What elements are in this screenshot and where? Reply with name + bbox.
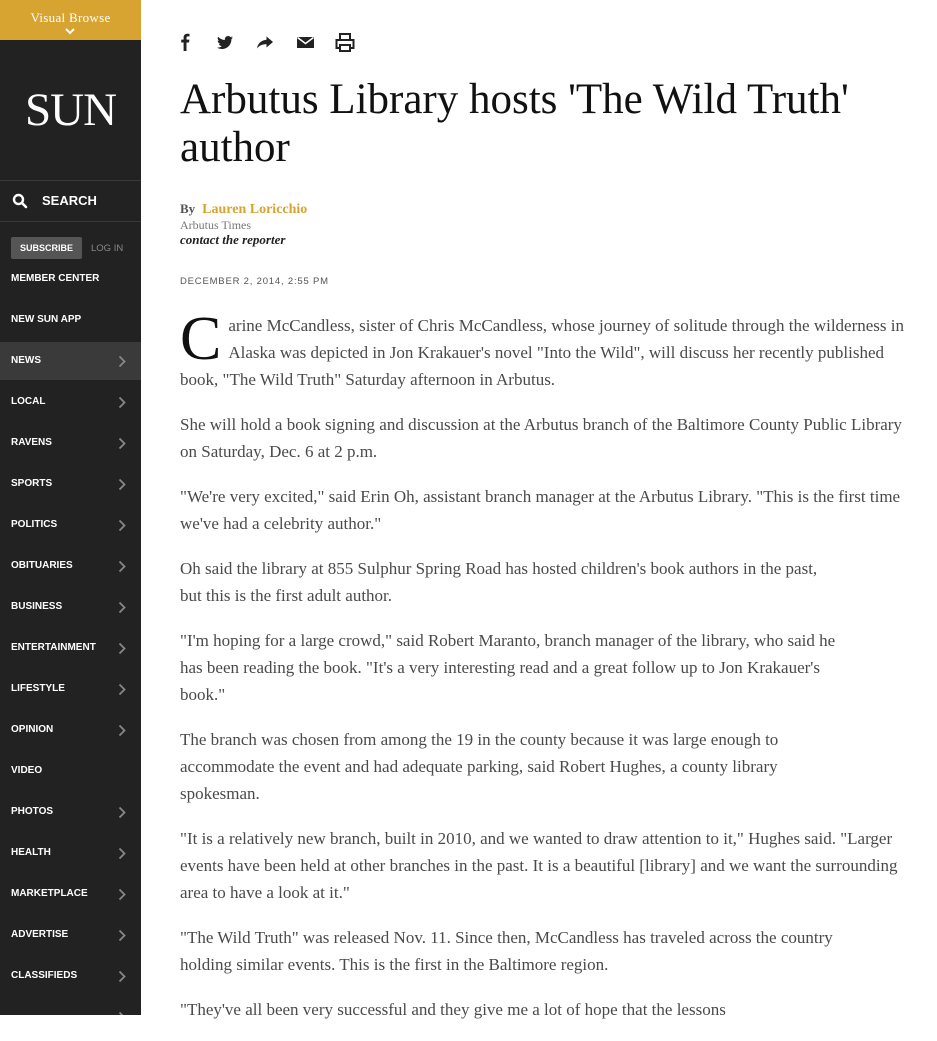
sidebar-item[interactable] <box>0 875 141 913</box>
chevron-right-icon <box>118 355 126 368</box>
first-paragraph-text: arine McCandless, sister of Chris McCandless, whose journey of solitude through the wilderness in Alaska was depicted in Jon Krakauer's novel "Into the Wild", will discuss her recently published book, "The Wild Truth" Saturday afternoon in Arbutus. <box>180 316 905 389</box>
sidebar-item-label: BUSINESS <box>11 601 63 612</box>
chevron-right-icon <box>118 724 126 737</box>
sidebar-item[interactable] <box>0 957 141 995</box>
sidebar-item[interactable] <box>0 793 141 831</box>
chevron-right-icon <box>118 642 126 655</box>
sidebar-item[interactable] <box>0 834 141 872</box>
print-icon[interactable] <box>335 32 355 52</box>
author-link[interactable]: Lauren Loricchio <box>202 202 308 217</box>
sidebar-item[interactable] <box>0 465 141 503</box>
chevron-right-icon <box>118 847 126 860</box>
chevron-right-icon <box>118 519 126 532</box>
chevron-right-icon <box>118 888 126 901</box>
sidebar-nav <box>0 0 141 1015</box>
visual-browse-button[interactable] <box>0 0 141 40</box>
article-body <box>180 305 905 1041</box>
chevron-right-icon <box>118 601 126 614</box>
article-paragraph: The branch was chosen from among the 19 in the county because it was large enough to accommodate the event and had adequate parking, said Robert Hughes, a county library spokesman. <box>180 730 779 803</box>
chevron-down-icon <box>64 27 76 35</box>
sidebar-item[interactable] <box>0 629 141 667</box>
sidebar-item-label: MEMBER CENTER <box>11 273 100 284</box>
sidebar-item-label: PHOTOS <box>11 806 54 817</box>
sidebar-item[interactable] <box>0 547 141 585</box>
article-paragraph: "They've all been very successful and they give me a lot of hope that the lessons <box>180 1000 726 1019</box>
chevron-right-icon <box>118 478 126 491</box>
sidebar-item-label: LIFESTYLE <box>11 683 65 694</box>
article-paragraph: "We're very excited," said Erin Oh, assistant branch manager at the Arbutus Library. "This is the first time we've had a celebrity author." <box>180 487 901 533</box>
sidebar-item[interactable] <box>0 424 141 462</box>
search-button[interactable] <box>0 180 141 222</box>
visual-browse-label: Visual Browse <box>30 10 111 25</box>
share-arrow-icon[interactable] <box>256 32 274 52</box>
sidebar-item-label: OBITUARIES <box>11 560 73 571</box>
chevron-right-icon <box>118 396 126 409</box>
email-icon[interactable] <box>296 32 315 52</box>
sidebar-item[interactable] <box>0 260 141 298</box>
sidebar-item[interactable] <box>0 670 141 708</box>
byline-source: Arbutus Times <box>180 218 252 232</box>
share-bar <box>180 32 380 52</box>
sidebar-item-label: NEW SUN APP <box>11 314 82 325</box>
sidebar-item[interactable] <box>0 752 141 790</box>
chevron-right-icon <box>118 437 126 450</box>
subscribe-button[interactable]: SUBSCRIBE <box>11 237 82 259</box>
article-paragraph: "I'm hoping for a large crowd," said Robert Maranto, branch manager of the library, who said he has been reading the book. "It's a very interesting read and a great follow up to Jon Krakauer's book." <box>180 631 836 704</box>
article-paragraph: "The Wild Truth" was released Nov. 11. Since then, McCandless has traveled across the country holding similar events. This is the first in the Baltimore region. <box>180 928 833 974</box>
sidebar-item[interactable] <box>0 383 141 421</box>
sidebar-item-label: SPORTS <box>11 478 53 489</box>
sidebar-item-label: ENTERTAINMENT <box>11 642 96 653</box>
sidebar-item[interactable] <box>0 916 141 954</box>
article-headline: Arbutus Library hosts 'The Wild Truth' author <box>180 76 849 171</box>
search-icon <box>12 193 28 209</box>
sidebar-item[interactable] <box>0 342 141 380</box>
chevron-right-icon <box>118 806 126 819</box>
sidebar-item-label: MARKETPLACE <box>11 888 88 899</box>
sidebar-item-label: HEALTH <box>11 847 51 858</box>
chevron-right-icon <box>118 1011 126 1015</box>
sidebar-item-label: RAVENS <box>11 437 52 448</box>
sidebar-item-label: POLITICS <box>11 519 58 530</box>
article-paragraph: Oh said the library at 855 Sulphur Spring Road has hosted children's book authors in the past, but this is the first adult author. <box>180 559 818 605</box>
sun-logo[interactable]: SUN <box>24 84 117 136</box>
drop-cap: C <box>180 305 222 373</box>
login-link[interactable]: LOG IN <box>91 243 124 254</box>
sidebar-item[interactable] <box>0 998 141 1015</box>
chevron-right-icon <box>118 929 126 942</box>
sidebar-item[interactable] <box>0 301 141 339</box>
sidebar-item[interactable] <box>0 506 141 544</box>
article-paragraph <box>180 305 905 393</box>
article-paragraph: She will hold a book signing and discussion at the Arbutus branch of the Baltimore County Public Library on Saturday, Dec. 6 at 2 p.m. <box>180 415 902 461</box>
facebook-icon[interactable] <box>180 32 190 52</box>
contact-reporter-link[interactable]: contact the reporter <box>180 232 286 247</box>
sidebar-item-label: ADVERTISE <box>11 929 69 940</box>
search-label: SEARCH <box>42 193 97 208</box>
article-dateline: DECEMBER 2, 2014, 2:55 PM <box>180 276 329 287</box>
sidebar-item[interactable] <box>0 588 141 626</box>
byline-prefix: By <box>180 201 196 216</box>
sidebar-item-label: LOCAL <box>11 396 46 407</box>
sidebar-item[interactable] <box>0 711 141 749</box>
sidebar-item-label: VIDEO <box>11 765 43 776</box>
chevron-right-icon <box>118 560 126 573</box>
sidebar-item-label: NEWS <box>11 355 41 366</box>
article-paragraph: "It is a relatively new branch, built in 2010, and we wanted to draw attention to it," Hughes said. "Larger events have been held at other branches in the past. It is a beautiful [library] and we want the surrounding area to have a look at it." <box>180 829 898 902</box>
sidebar-item-label: CLASSIFIEDS <box>11 970 78 981</box>
chevron-right-icon <box>118 683 126 696</box>
byline <box>180 200 307 248</box>
twitter-icon[interactable] <box>216 32 234 52</box>
chevron-right-icon <box>118 970 126 983</box>
sidebar-item-label: OPINION <box>11 724 54 735</box>
